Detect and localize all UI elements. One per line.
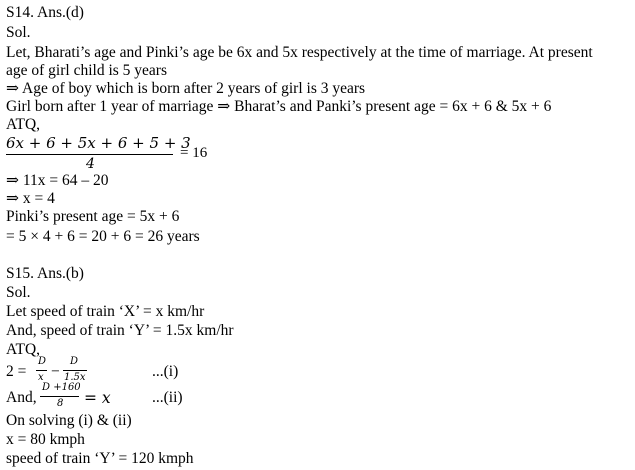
s14-sol-label: Sol. xyxy=(6,24,31,41)
s14-step3: Pinki’s present age = 5x + 6 xyxy=(6,208,180,225)
s14-heading: S14. Ans.(d) xyxy=(6,4,84,21)
s15-eq1-frac2-bar xyxy=(63,370,87,371)
s15-atq: ATQ, xyxy=(6,341,41,358)
s15-eq2-denominator: 8 xyxy=(57,398,64,409)
s14-line1: Let, Bharati’s age and Pinki’s age be 6x and 5x respectively at the time of marriage. At present xyxy=(6,44,593,61)
s14-step4: = 5 × 4 + 6 = 20 + 6 = 26 years xyxy=(6,228,200,245)
s15-eq1-frac2-denominator: 1.5x xyxy=(64,372,86,383)
s15-eq2-rhs: = x xyxy=(84,389,111,407)
s15-eq2-prefix: And, xyxy=(6,389,37,406)
s15-eq2-tag: ...(ii) xyxy=(152,389,183,406)
s14-fraction-bar xyxy=(6,154,173,155)
s15-eq1-lhs: 2 = xyxy=(6,363,27,380)
s14-step1: ⇒ 11x = 64 – 20 xyxy=(6,172,109,189)
s15-solving: On solving (i) & (ii) xyxy=(6,412,132,429)
s14-fraction-numerator: 6x + 6 + 5x + 6 + 5 + 3 xyxy=(6,134,191,152)
s14-step2: ⇒ x = 4 xyxy=(6,190,55,207)
s15-eq1-frac2-numerator: D xyxy=(70,356,79,367)
s15-sol-label: Sol. xyxy=(6,284,31,301)
s15-eq1-tag: ...(i) xyxy=(152,363,179,380)
s14-atq: ATQ, xyxy=(6,116,41,133)
s15-eq1-minus: − xyxy=(51,363,60,380)
s14-fraction-rhs: = 16 xyxy=(180,145,208,161)
s15-heading: S15. Ans.(b) xyxy=(6,265,84,282)
s15-line1: Let speed of train ‘X’ = x km/hr xyxy=(6,303,205,320)
s14-line4: Girl born after 1 year of marriage ⇒ Bharat’s and Panki’s present age = 6x + 6 & 5x + 6 xyxy=(6,98,552,115)
s14-line3: ⇒ Age of boy which is born after 2 years of girl is 3 years xyxy=(6,80,366,97)
s15-result1: x = 80 kmph xyxy=(6,431,85,448)
s15-eq1-frac1-numerator: D xyxy=(38,356,47,367)
s15-eq2-numerator: D +160 xyxy=(42,382,81,393)
s15-eq1-frac1-bar xyxy=(36,370,47,371)
s15-line2: And, speed of train ‘Y’ = 1.5x km/hr xyxy=(6,322,234,339)
s15-eq2-bar xyxy=(40,396,79,397)
s14-fraction-denominator: 4 xyxy=(86,156,95,172)
s14-line2: age of girl child is 5 years xyxy=(6,62,167,79)
s15-result2: speed of train ‘Y’ = 120 kmph xyxy=(6,450,194,467)
s15-eq1-frac1-denominator: x xyxy=(38,372,44,383)
